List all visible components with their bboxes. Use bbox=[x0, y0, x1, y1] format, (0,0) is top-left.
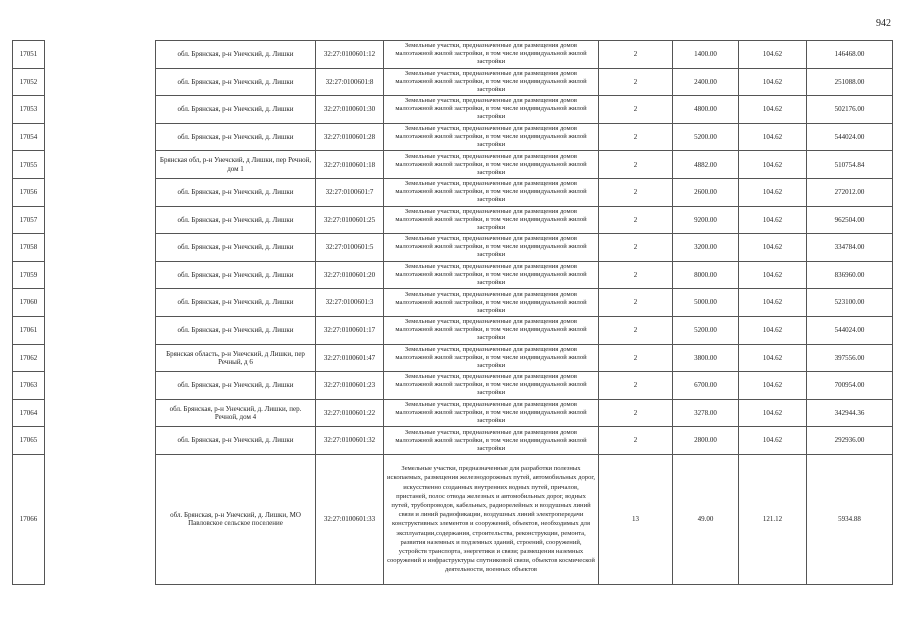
cadastral-number-cell: 32:27:0100601:12 bbox=[316, 41, 384, 69]
spacer-cell bbox=[45, 41, 156, 69]
table-row bbox=[13, 178, 893, 206]
group-cell: 2 bbox=[599, 427, 673, 455]
area-cell: 2600.00 bbox=[673, 178, 739, 206]
area-cell: 3278.00 bbox=[673, 399, 739, 427]
area-cell: 6700.00 bbox=[673, 372, 739, 400]
table-row bbox=[13, 123, 893, 151]
spacer-cell bbox=[45, 316, 156, 344]
cadastral-number-cell: 32:27:0100601:33 bbox=[316, 454, 384, 584]
table-row bbox=[13, 372, 893, 400]
table-row bbox=[13, 399, 893, 427]
address-cell: обл. Брянская, р-н Унечский, д. Лишки, МО Павловское сельское поселение bbox=[156, 454, 316, 584]
area-cell: 5200.00 bbox=[673, 316, 739, 344]
land-purpose-cell: Земельные участки, предназначенные для размещения домов малоэтажной жилой застройки, в том числе индивидуальной жилой застройки bbox=[384, 41, 599, 69]
cadastral-number-cell: 32:27:0100601:3 bbox=[316, 289, 384, 317]
address-cell: обл. Брянская, р-н Унечский, д. Лишки bbox=[156, 261, 316, 289]
table-row bbox=[13, 234, 893, 262]
rate-cell: 104.62 bbox=[739, 316, 807, 344]
cadastral-value-cell: 502176.00 bbox=[807, 96, 893, 124]
area-cell: 49.00 bbox=[673, 454, 739, 584]
land-purpose-cell: Земельные участки, предназначенные для размещения домов малоэтажной жилой застройки, в том числе индивидуальной жилой застройки bbox=[384, 68, 599, 96]
land-purpose-cell: Земельные участки, предназначенные для размещения домов малоэтажной жилой застройки, в том числе индивидуальной жилой застройки bbox=[384, 96, 599, 124]
area-cell: 3200.00 bbox=[673, 234, 739, 262]
table-row bbox=[13, 96, 893, 124]
cadastral-number-cell: 32:27:0100601:30 bbox=[316, 96, 384, 124]
address-cell: Брянская обл, р-н Унечский, д Лишки, пер Речной, дом 1 bbox=[156, 151, 316, 179]
cadastral-number-cell: 32:27:0100601:47 bbox=[316, 344, 384, 372]
area-cell: 2800.00 bbox=[673, 427, 739, 455]
cadastral-number-cell: 32:27:0100601:23 bbox=[316, 372, 384, 400]
cadastral-number-cell: 32:27:0100601:28 bbox=[316, 123, 384, 151]
spacer-cell bbox=[45, 234, 156, 262]
row-id: 17062 bbox=[13, 344, 45, 372]
land-purpose-cell: Земельные участки, предназначенные для размещения домов малоэтажной жилой застройки, в том числе индивидуальной жилой застройки bbox=[384, 316, 599, 344]
cadastral-number-cell: 32:27:0100601:22 bbox=[316, 399, 384, 427]
land-purpose-cell: Земельные участки, предназначенные для размещения домов малоэтажной жилой застройки, в том числе индивидуальной жилой застройки bbox=[384, 151, 599, 179]
cadastral-number-cell: 32:27:0100601:8 bbox=[316, 68, 384, 96]
table-row bbox=[13, 68, 893, 96]
cadastral-value-cell: 700954.00 bbox=[807, 372, 893, 400]
cadastral-number-cell: 32:27:0100601:25 bbox=[316, 206, 384, 234]
spacer-cell bbox=[45, 178, 156, 206]
cadastral-number-cell: 32:27:0100601:5 bbox=[316, 234, 384, 262]
group-cell: 2 bbox=[599, 372, 673, 400]
row-id: 17063 bbox=[13, 372, 45, 400]
address-cell: обл. Брянская, р-н Унечский, д. Лишки bbox=[156, 316, 316, 344]
address-cell: обл. Брянская, р-н Унечский, д. Лишки, пер. Речной, дом 4 bbox=[156, 399, 316, 427]
group-cell: 2 bbox=[599, 344, 673, 372]
cadastral-value-cell: 397556.00 bbox=[807, 344, 893, 372]
address-cell: обл. Брянская, р-н Унечский, д. Лишки bbox=[156, 234, 316, 262]
cadastral-number-cell: 32:27:0100601:17 bbox=[316, 316, 384, 344]
rate-cell: 104.62 bbox=[739, 178, 807, 206]
spacer-cell bbox=[45, 206, 156, 234]
group-cell: 2 bbox=[599, 123, 673, 151]
land-purpose-cell: Земельные участки, предназначенные для размещения домов малоэтажной жилой застройки, в том числе индивидуальной жилой застройки bbox=[384, 234, 599, 262]
table-body bbox=[13, 41, 893, 585]
cadastral-value-table bbox=[12, 40, 893, 585]
area-cell: 4882.00 bbox=[673, 151, 739, 179]
spacer-cell bbox=[45, 96, 156, 124]
address-cell: обл. Брянская, р-н Унечский, д. Лишки bbox=[156, 123, 316, 151]
cadastral-value-cell: 962504.00 bbox=[807, 206, 893, 234]
cadastral-value-cell: 334784.00 bbox=[807, 234, 893, 262]
cadastral-value-cell: 510754.84 bbox=[807, 151, 893, 179]
row-id: 17065 bbox=[13, 427, 45, 455]
row-id: 17058 bbox=[13, 234, 45, 262]
spacer-cell bbox=[45, 68, 156, 96]
row-id: 17056 bbox=[13, 178, 45, 206]
cadastral-number-cell: 32:27:0100601:32 bbox=[316, 427, 384, 455]
area-cell: 8000.00 bbox=[673, 261, 739, 289]
area-cell: 5000.00 bbox=[673, 289, 739, 317]
table-row bbox=[13, 151, 893, 179]
rate-cell: 104.62 bbox=[739, 344, 807, 372]
group-cell: 2 bbox=[599, 96, 673, 124]
land-purpose-cell: Земельные участки, предназначенные для разработки полезных ископаемых, размещения железнодорожных путей, автомобильных дорог, искусственно созданных внутренних водных путей, причалов, пристаней, полос отвода железных и автомобильных дорог, водных путей, трубопроводов, кабельных, радиорелейных и воздушных линий связи и линий радиофикации, воздушных линий электропередачи конструктивных элементов и сооружений, объектов, необходимых для эксплуатации,содержания, строительства, реконструкции, ремонта, развития наземных и подземных зданий, строений, сооружений, устройств транспорта, энергетики и связи; размещения наземных сооружений и инфраструктуры спутниковой связи, объектов космической деятельности, военных объектов bbox=[384, 454, 599, 584]
rate-cell: 121.12 bbox=[739, 454, 807, 584]
cadastral-value-cell: 5934.88 bbox=[807, 454, 893, 584]
rate-cell: 104.62 bbox=[739, 96, 807, 124]
rate-cell: 104.62 bbox=[739, 234, 807, 262]
spacer-cell bbox=[45, 344, 156, 372]
spacer-cell bbox=[45, 261, 156, 289]
cadastral-value-cell: 836960.00 bbox=[807, 261, 893, 289]
area-cell: 9200.00 bbox=[673, 206, 739, 234]
rate-cell: 104.62 bbox=[739, 41, 807, 69]
spacer-cell bbox=[45, 151, 156, 179]
row-id: 17059 bbox=[13, 261, 45, 289]
address-cell: обл. Брянская, р-н Унечский, д. Лишки bbox=[156, 427, 316, 455]
group-cell: 2 bbox=[599, 399, 673, 427]
group-cell: 2 bbox=[599, 289, 673, 317]
cadastral-value-cell: 523100.00 bbox=[807, 289, 893, 317]
land-purpose-cell: Земельные участки, предназначенные для размещения домов малоэтажной жилой застройки, в том числе индивидуальной жилой застройки bbox=[384, 178, 599, 206]
table-row bbox=[13, 427, 893, 455]
cadastral-value-cell: 544024.00 bbox=[807, 316, 893, 344]
group-cell: 2 bbox=[599, 206, 673, 234]
row-id: 17054 bbox=[13, 123, 45, 151]
table-row bbox=[13, 206, 893, 234]
table-row bbox=[13, 289, 893, 317]
rate-cell: 104.62 bbox=[739, 399, 807, 427]
row-id: 17064 bbox=[13, 399, 45, 427]
table-row bbox=[13, 41, 893, 69]
address-cell: обл. Брянская, р-н Унечский, д. Лишки bbox=[156, 96, 316, 124]
cadastral-value-cell: 342944.36 bbox=[807, 399, 893, 427]
group-cell: 13 bbox=[599, 454, 673, 584]
area-cell: 5200.00 bbox=[673, 123, 739, 151]
spacer-cell bbox=[45, 427, 156, 455]
row-id: 17055 bbox=[13, 151, 45, 179]
area-cell: 2400.00 bbox=[673, 68, 739, 96]
rate-cell: 104.62 bbox=[739, 123, 807, 151]
spacer-cell bbox=[45, 399, 156, 427]
table-row bbox=[13, 261, 893, 289]
group-cell: 2 bbox=[599, 234, 673, 262]
address-cell: обл. Брянская, р-н Унечский, д. Лишки bbox=[156, 41, 316, 69]
land-purpose-cell: Земельные участки, предназначенные для размещения домов малоэтажной жилой застройки, в том числе индивидуальной жилой застройки bbox=[384, 206, 599, 234]
row-id: 17052 bbox=[13, 68, 45, 96]
land-purpose-cell: Земельные участки, предназначенные для размещения домов малоэтажной жилой застройки, в том числе индивидуальной жилой застройки bbox=[384, 344, 599, 372]
group-cell: 2 bbox=[599, 68, 673, 96]
address-cell: обл. Брянская, р-н Унечский, д. Лишки bbox=[156, 289, 316, 317]
page-number: 942 bbox=[876, 18, 891, 29]
address-cell: обл. Брянская, р-н Унечский, д. Лишки bbox=[156, 372, 316, 400]
land-purpose-cell: Земельные участки, предназначенные для размещения домов малоэтажной жилой застройки, в том числе индивидуальной жилой застройки bbox=[384, 261, 599, 289]
spacer-cell bbox=[45, 289, 156, 317]
address-cell: обл. Брянская, р-н Унечский, д. Лишки bbox=[156, 178, 316, 206]
table-row bbox=[13, 454, 893, 584]
address-cell: обл. Брянская, р-н Унечский, д. Лишки bbox=[156, 68, 316, 96]
group-cell: 2 bbox=[599, 151, 673, 179]
cadastral-value-cell: 146468.00 bbox=[807, 41, 893, 69]
spacer-cell bbox=[45, 372, 156, 400]
address-cell: Брянская область, р-н Унечский, д Лишки, пер Речный, д 6 bbox=[156, 344, 316, 372]
cadastral-value-cell: 292936.00 bbox=[807, 427, 893, 455]
table-row bbox=[13, 344, 893, 372]
row-id: 17066 bbox=[13, 454, 45, 584]
rate-cell: 104.62 bbox=[739, 289, 807, 317]
group-cell: 2 bbox=[599, 261, 673, 289]
row-id: 17061 bbox=[13, 316, 45, 344]
cadastral-value-cell: 272012.00 bbox=[807, 178, 893, 206]
rate-cell: 104.62 bbox=[739, 427, 807, 455]
rate-cell: 104.62 bbox=[739, 261, 807, 289]
area-cell: 3800.00 bbox=[673, 344, 739, 372]
land-purpose-cell: Земельные участки, предназначенные для размещения домов малоэтажной жилой застройки, в том числе индивидуальной жилой застройки bbox=[384, 123, 599, 151]
row-id: 17060 bbox=[13, 289, 45, 317]
row-id: 17053 bbox=[13, 96, 45, 124]
area-cell: 4800.00 bbox=[673, 96, 739, 124]
land-purpose-cell: Земельные участки, предназначенные для размещения домов малоэтажной жилой застройки, в том числе индивидуальной жилой застройки bbox=[384, 399, 599, 427]
address-cell: обл. Брянская, р-н Унечский, д. Лишки bbox=[156, 206, 316, 234]
table-row bbox=[13, 316, 893, 344]
spacer-cell bbox=[45, 123, 156, 151]
cadastral-number-cell: 32:27:0100601:18 bbox=[316, 151, 384, 179]
rate-cell: 104.62 bbox=[739, 151, 807, 179]
cadastral-number-cell: 32:27:0100601:20 bbox=[316, 261, 384, 289]
rate-cell: 104.62 bbox=[739, 68, 807, 96]
rate-cell: 104.62 bbox=[739, 372, 807, 400]
land-purpose-cell: Земельные участки, предназначенные для размещения домов малоэтажной жилой застройки, в том числе индивидуальной жилой застройки bbox=[384, 289, 599, 317]
spacer-cell bbox=[45, 454, 156, 584]
cadastral-value-cell: 251088.00 bbox=[807, 68, 893, 96]
cadastral-value-cell: 544024.00 bbox=[807, 123, 893, 151]
row-id: 17051 bbox=[13, 41, 45, 69]
group-cell: 2 bbox=[599, 316, 673, 344]
land-purpose-cell: Земельные участки, предназначенные для размещения домов малоэтажной жилой застройки, в том числе индивидуальной жилой застройки bbox=[384, 372, 599, 400]
rate-cell: 104.62 bbox=[739, 206, 807, 234]
land-purpose-cell: Земельные участки, предназначенные для размещения домов малоэтажной жилой застройки, в том числе индивидуальной жилой застройки bbox=[384, 427, 599, 455]
cadastral-number-cell: 32:27:0100601:7 bbox=[316, 178, 384, 206]
group-cell: 2 bbox=[599, 41, 673, 69]
row-id: 17057 bbox=[13, 206, 45, 234]
group-cell: 2 bbox=[599, 178, 673, 206]
area-cell: 1400.00 bbox=[673, 41, 739, 69]
